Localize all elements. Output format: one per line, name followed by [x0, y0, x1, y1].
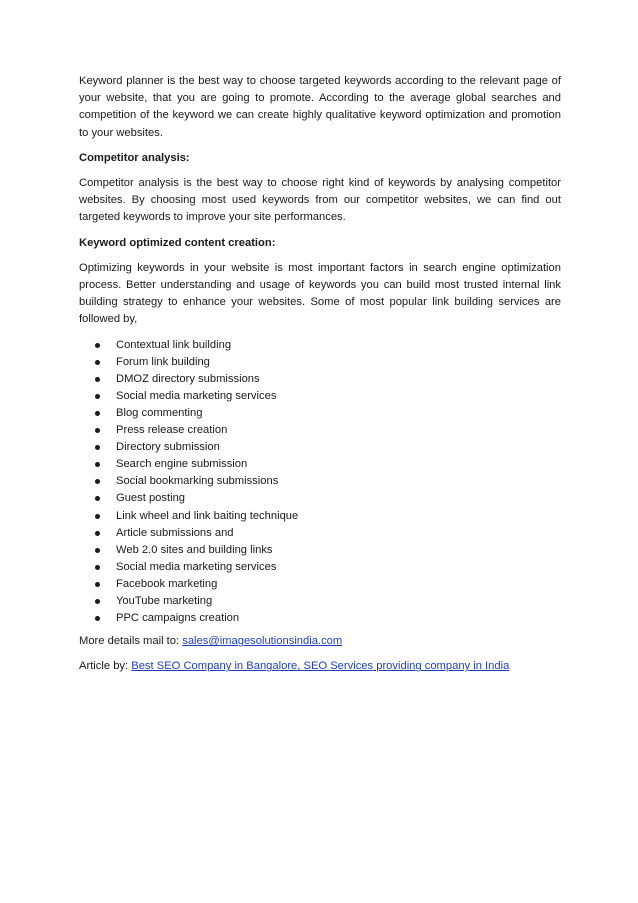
- list-item-label: Facebook marketing: [116, 577, 218, 590]
- bullet-icon: [95, 411, 100, 416]
- bullet-icon: [95, 548, 100, 553]
- intro-paragraph: Keyword planner is the best way to choose targeted keywords according to the relevant page of your website, that you are going to promote. According to the average global searches and competition of the keyword we can create highly qualitative keyword optimization and promotion to your websites.: [79, 75, 561, 139]
- list-item-label: Directory submission: [116, 441, 220, 454]
- email-link[interactable]: sales@imagesolutionsindia.com: [182, 635, 343, 648]
- list-item: [79, 354, 561, 371]
- list-item: [79, 439, 561, 456]
- list-item-label: Social bookmarking submissions: [116, 475, 279, 488]
- list-item-label: Social media marketing services: [116, 389, 277, 402]
- list-item-label: Web 2.0 sites and building links: [116, 543, 273, 556]
- list-item: [79, 490, 561, 507]
- list-item: [79, 405, 561, 422]
- list-item-label: Press release creation: [116, 424, 228, 437]
- content-creation-paragraph: Optimizing keywords in your website is most important factors in search engine optimization process. Better understanding and usage of keywords you can build most trusted internal link building strategy to enhance your websites. Some of most popular link building services are followed by,: [79, 261, 561, 326]
- bullet-icon: [95, 616, 100, 621]
- bullet-icon: [95, 514, 100, 519]
- list-item: [79, 559, 561, 576]
- list-item: [79, 508, 561, 525]
- document-page: [79, 73, 561, 684]
- bullet-icon: [95, 445, 100, 450]
- competitor-analysis-paragraph: Competitor analysis is the best way to choose right kind of keywords by analysing competitor websites. By choosing most used keywords from our competitor websites, we can find out targeted keywords to improve your site performances.: [79, 177, 561, 224]
- list-item-label: Search engine submission: [116, 458, 248, 471]
- list-item: [79, 456, 561, 473]
- list-item-label: Link wheel and link baiting technique: [116, 509, 299, 522]
- list-item-label: Social media marketing services: [116, 560, 277, 573]
- list-item-label: PPC campaigns creation: [116, 612, 240, 625]
- list-item: [79, 610, 561, 627]
- bullet-icon: [95, 565, 100, 570]
- list-item: [79, 388, 561, 405]
- list-item: [79, 593, 561, 610]
- list-item-label: YouTube marketing: [116, 595, 213, 608]
- list-item: [79, 576, 561, 593]
- bullet-icon: [95, 377, 100, 382]
- bullet-icon: [95, 582, 100, 587]
- list-item: [79, 371, 561, 388]
- list-item-label: Contextual link building: [116, 338, 232, 351]
- list-item-label: Forum link building: [116, 355, 210, 368]
- list-item: [79, 422, 561, 439]
- bullet-icon: [95, 496, 100, 501]
- list-item: [79, 473, 561, 490]
- list-item-label: Guest posting: [116, 492, 186, 505]
- bullet-icon: [95, 394, 100, 399]
- bullet-icon: [95, 479, 100, 484]
- bullet-icon: [95, 462, 100, 467]
- article-author-link[interactable]: Best SEO Company in Bangalore, SEO Services providing company in India: [131, 660, 510, 673]
- list-item: [79, 337, 561, 354]
- contact-line: [79, 633, 561, 650]
- list-item: [79, 525, 561, 542]
- content-creation-heading: Keyword optimized content creation:: [79, 236, 276, 249]
- list-item-label: Blog commenting: [116, 407, 203, 420]
- competitor-analysis-heading: Competitor analysis:: [79, 151, 190, 164]
- list-item-label: Article submissions and: [116, 526, 234, 539]
- bullet-icon: [95, 360, 100, 365]
- list-item: [79, 542, 561, 559]
- article-credit-line: [79, 658, 561, 675]
- bullet-icon: [95, 428, 100, 433]
- article-label: Article by:: [79, 660, 132, 673]
- bullet-icon: [95, 531, 100, 536]
- services-list: [79, 337, 561, 628]
- bullet-icon: [95, 599, 100, 604]
- list-item-label: DMOZ directory submissions: [116, 372, 260, 385]
- contact-label: More details mail to:: [79, 635, 183, 648]
- bullet-icon: [95, 343, 100, 348]
